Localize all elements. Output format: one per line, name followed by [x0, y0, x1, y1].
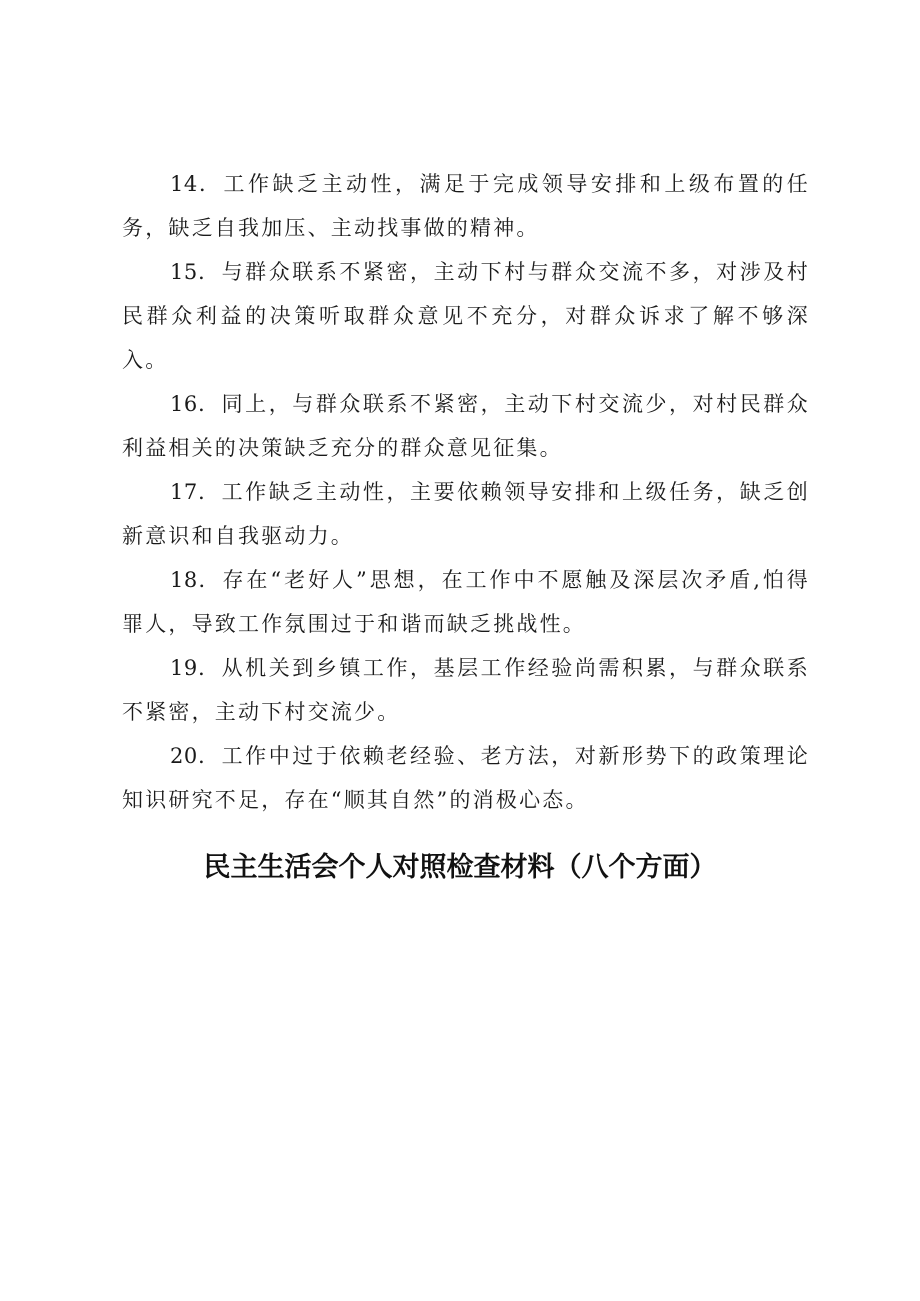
item-number: 14	[170, 172, 198, 196]
item-text: ．工作缺乏主动性，主要依赖领导安排和上级任务，缺乏创新意识和自我驱动力。	[122, 480, 810, 548]
list-item-19	[122, 646, 810, 734]
item-text: ．同上，与群众联系不紧密，主动下村交流少，对村民群众利益相关的决策缺乏充分的群众意见征集。	[122, 392, 810, 460]
list-item-20	[122, 734, 810, 822]
item-number: 20	[170, 744, 198, 768]
item-text: ．从机关到乡镇工作，基层工作经验尚需积累，与群众联系不紧密，主动下村交流少。	[122, 656, 810, 724]
item-number: 18	[170, 568, 198, 592]
section-heading: 民主生活会个人对照检查材料（八个方面）	[203, 852, 717, 883]
list-item-16	[122, 382, 810, 470]
item-text: ．与群众联系不紧密，主动下村与群众交流不多，对涉及村民群众利益的决策听取群众意见不充分，对群众诉求了解不够深入。	[122, 260, 810, 372]
item-number: 17	[170, 480, 198, 504]
item-text: ．工作缺乏主动性，满足于完成领导安排和上级布置的任务，缺乏自我加压、主动找事做的精神。	[122, 172, 810, 240]
item-list	[122, 162, 810, 822]
list-item-14	[122, 162, 810, 250]
list-item-17	[122, 470, 810, 558]
item-number: 15	[170, 260, 198, 284]
item-text: ．存在“老好人”思想，在工作中不愿触及深层次矛盾,怕得罪人，导致工作氛围过于和谐而缺乏挑战性。	[122, 568, 810, 636]
item-text: ．工作中过于依赖老经验、老方法，对新形势下的政策理论知识研究不足，存在“顺其自然”的消极心态。	[122, 744, 810, 812]
list-item-18	[122, 558, 810, 646]
item-number: 19	[170, 656, 198, 680]
list-item-15	[122, 250, 810, 382]
item-number: 16	[170, 392, 198, 416]
